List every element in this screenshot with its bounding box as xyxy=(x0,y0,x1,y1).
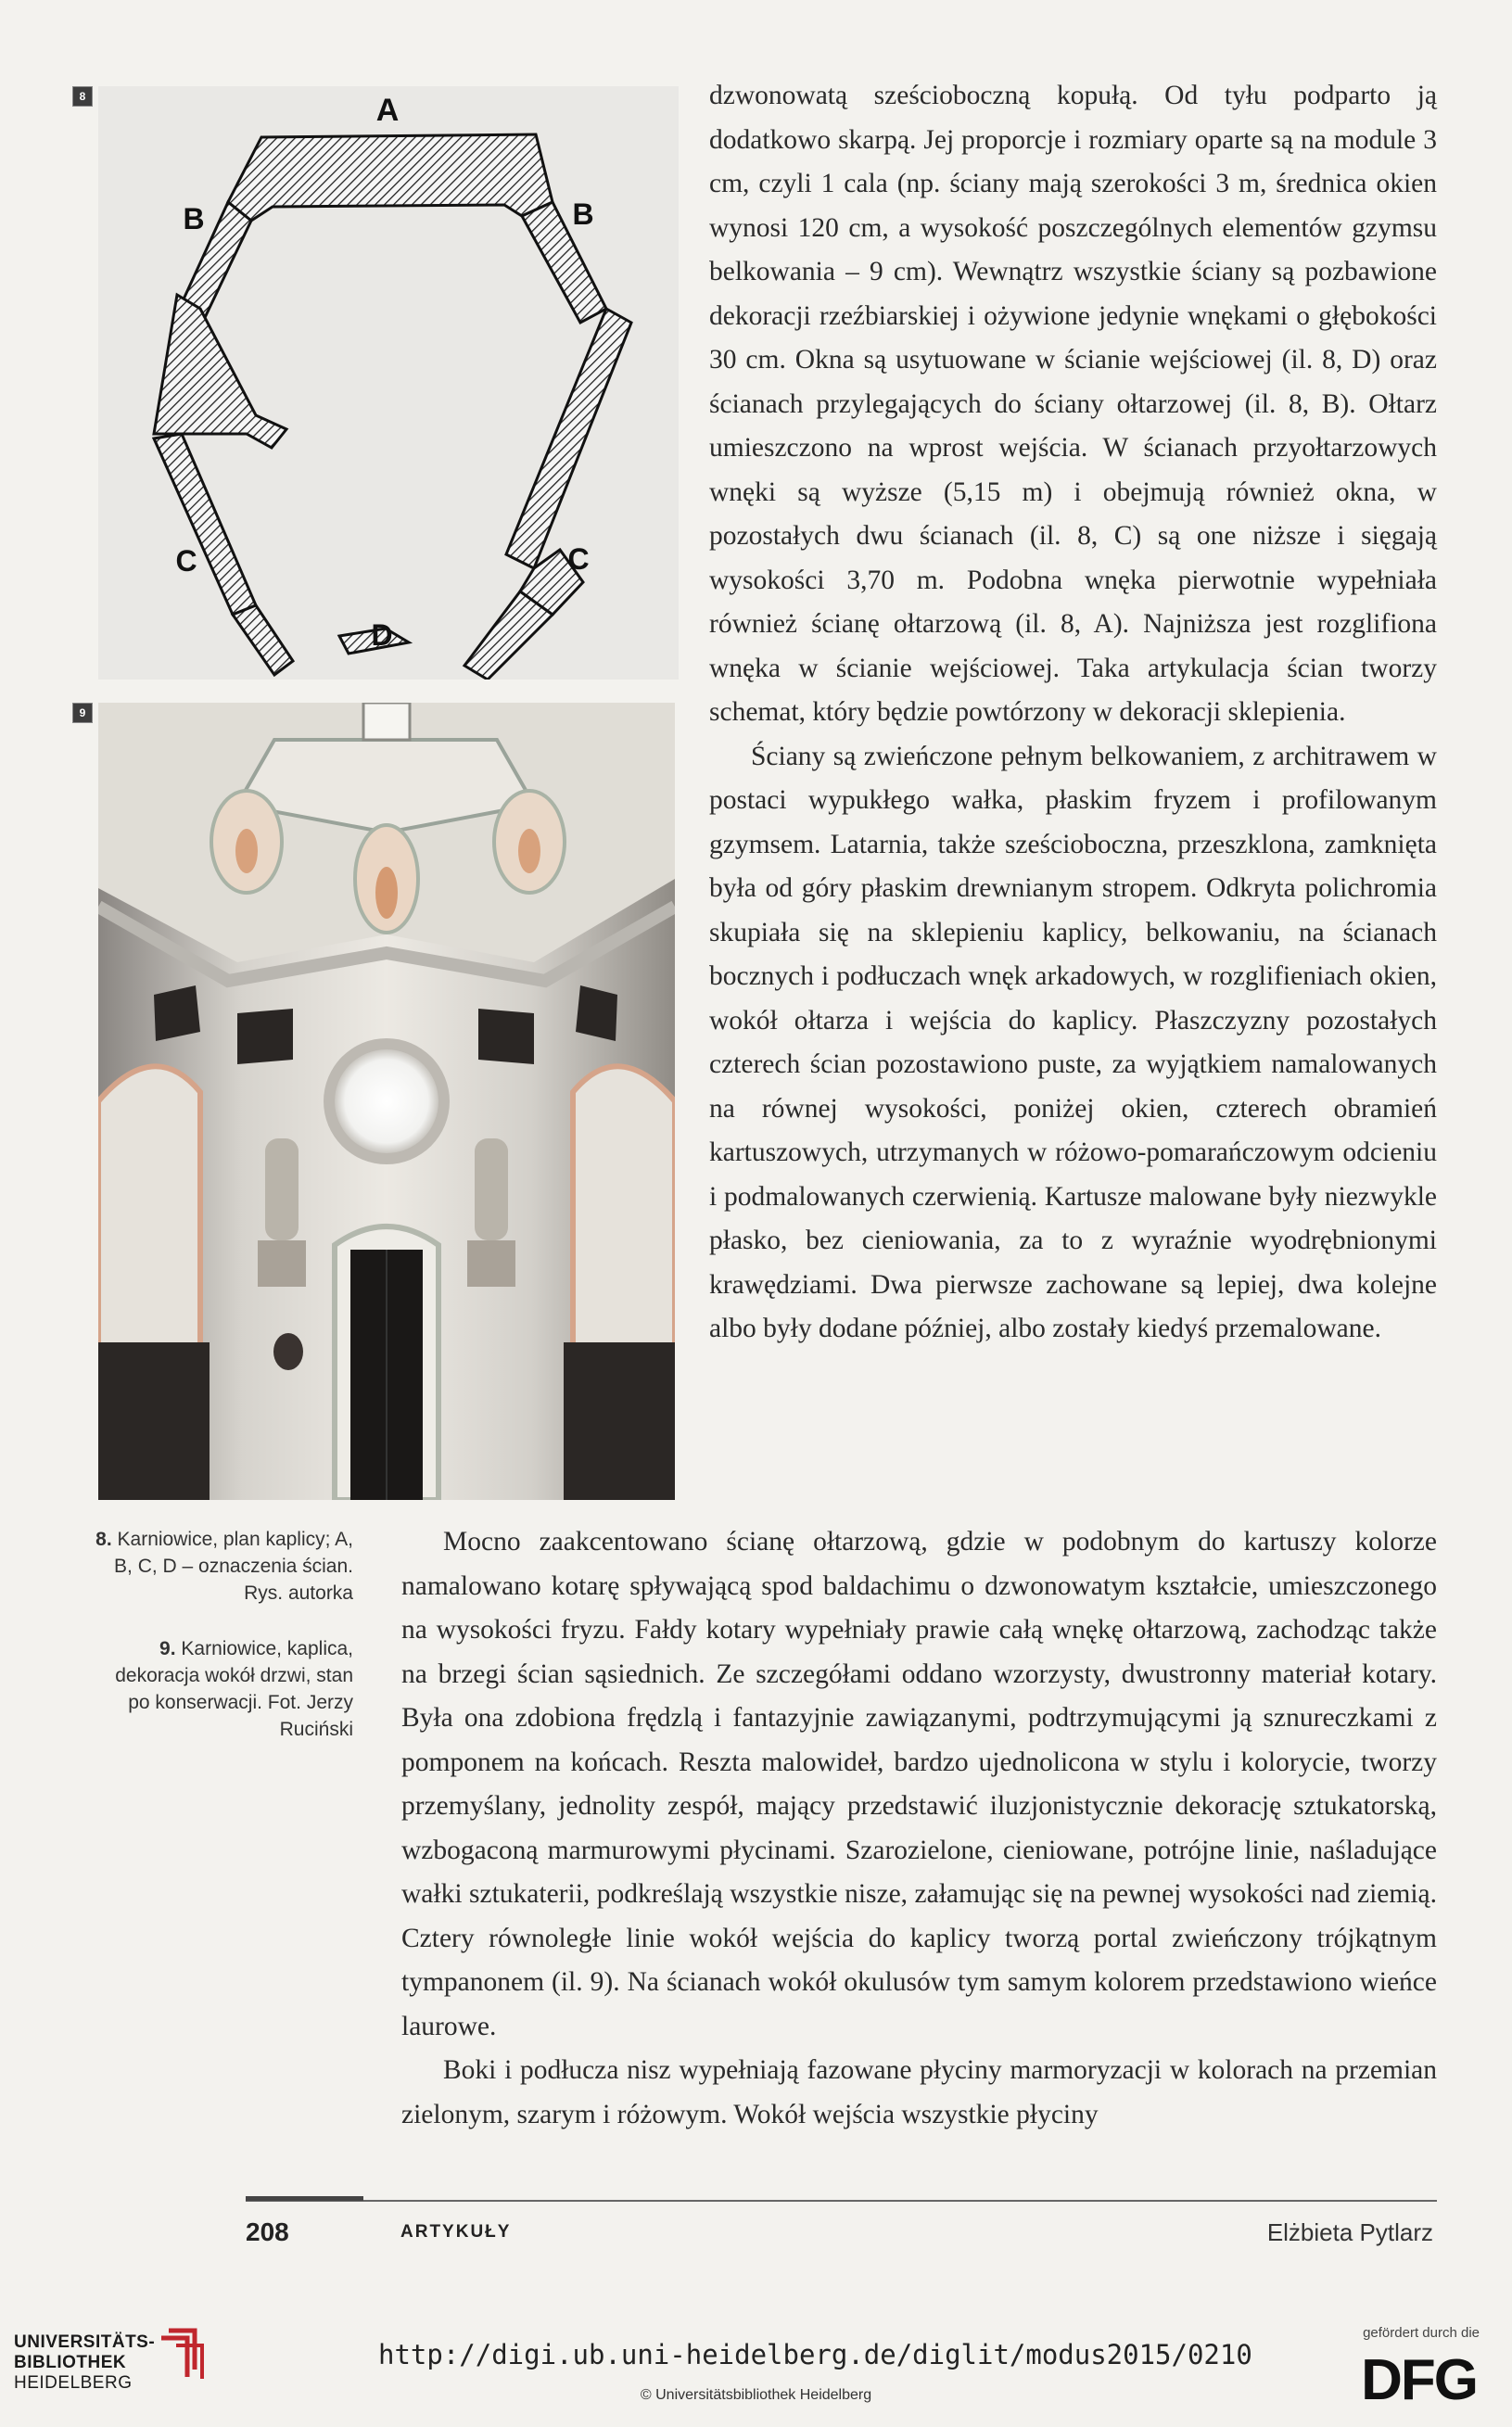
paragraph: Ściany są zwieńczone pełnym belkowaniem, z architrawem w postaci wypukłego wałka, płaskim fryzem i profilowanym gzymsem. Latarnia, także sześcioboczna, przeszklona, zamknięta była od góry płaskim drewnianym stropem. Odkryta polichromia skupiała się na sklepieniu kaplicy, belkowaniu, na ścianach bocznych i podłuczach wnęk arkadowych, w rozglifieniach okien, wokół ołtarza i wejścia do kaplicy. Płaszczyzny pozostałych czterech ścian pozostawiono puste, za wyjątkiem namalowanych na równej wysokości, poniżej okien, czterech obramień kartuszowych, utrzymanych w różowo-pomarańczowym odcieniu i podmalowanych czerwienią. Kartusze malowane były niezwykle płasko, bez cieniowania, za to z wyraźnie wyodrębnionymi krawędziami. Dwa pierwsze zachowane są lepiej, dwa kolejne albo były dodane później, albo zostały kiedyś przemalowane. xyxy=(709,741,1437,1343)
page-number: 208 xyxy=(246,2217,289,2246)
plan-label-b-right: B xyxy=(572,197,594,231)
chapel-interior-photo xyxy=(98,703,675,1500)
paragraph: Boki i podłucza nisz wypełniają fazowane płyciny marmoryzacji w kolorach na przemian zielonym, szarym i różowym. Wokół wejścia wszystkie płyciny xyxy=(401,2055,1437,2129)
author-name: Elżbieta Pytlarz xyxy=(1266,2218,1433,2246)
plan-label-d: D xyxy=(371,618,393,652)
body-text-full xyxy=(401,1520,1437,2137)
paragraph: Mocno zaakcentowano ścianę ołtarzową, gdzie w podobnym do kartuszy kolorze namalowano kotarę spływającą spod baldachimu o dzwonowatym kształcie, umieszczonego na wysokości fryzu. Fałdy kotary wypełniały prawie całą wnękę ołtarzową, zachodząc także na brzegi ścian sąsiednich. Ze szczegółami oddano wzorzysty, dwustronny materiał kotary. Była ona zdobiona frędzlą i fantazyjnie zawiązanymi, podtrzymującymi ją sznureczkami z pomponem na końcach. Reszta malowideł, bardzo ujednolicona w stylu i kolorycie, tworzy przemyślany, jednolity zespół, mający przedstawić iluzjonistycznie dekorację sztukatorską, wzbogaconą marmurowymi płycinami. Szarozielone, cieniowane, potrójne linie, naśladujące wałki sztukaterii, podkreślają wszystkie nisze, załamując się na pewnej wysokości nad ziemią. Cztery równoległe linie wokół wejścia do kaplicy tworzą portal zwieńczony trójkątnym tympanonem (il. 9). Na ścianach wokół okulusów tym samym kolorem przedstawiono wieńce laurowe. xyxy=(401,1527,1437,2041)
caption-8: 8. Karniowice, plan kaplicy; A, B, C, D – oznaczenia ścian. Rys. autorka xyxy=(95,1529,353,1604)
figure-8-badge: 8 xyxy=(72,86,93,107)
sponsor-tagline: gefördert durch die xyxy=(1363,2325,1480,2341)
figure-captions xyxy=(94,1526,353,1772)
plan-label-c-left: C xyxy=(175,544,197,578)
library-name: UNIVERSITÄTS- BIBLIOTHEK HEIDELBERG xyxy=(14,2332,156,2393)
caption-9: 9. Karniowice, kaplica, dekoracja wokół drzwi, stan po konserwacji. Fot. Jerzy Ruciński xyxy=(115,1638,353,1740)
plan-label-c-right: C xyxy=(567,542,590,576)
paragraph: dzwonowatą sześcioboczną kopułą. Od tyłu podparto ją dodatkowo skarpą. Jej proporcje i rozmiary oparte są na module 3 cm, czyli 1 cala (np. ściany mają szerokości 3 m, średnica okien wynosi 120 cm, a wysokość poszczególnych elementów gzymsu belkowania – 9 cm). Wewnątrz wszystkie ściany są pozbawione dekoracji rzeźbiarskiej i ożywione jedynie wnękami o głębokości 30 cm. Okna są usytuowane w ścianie wejściowej (il. 8, D) oraz ścianach przylegających do ściany ołtarzowej (il. 8, B). Ołtarz umieszczono na wprost wejścia. W ścianach przyołtarzowych wnęki są wyższe (5,15 m) i obejmują również okna, w pozostałych dwu ścianach (il. 8, C) są one niższe i sięgają wysokości 3,70 m. Podobna wnęka pierwotnie wypełniała również ścianę ołtarzową (il. 8, A). Najniższa jest rozglifiona wnęka w ścianie wejściowej. Taka artykulacja ścian tworzy schemat, który będzie powtórzony w dekoracji sklepienia. xyxy=(709,81,1437,727)
plan-label-a: A xyxy=(375,93,400,128)
footer-rule-accent xyxy=(246,2196,363,2201)
footer-rule xyxy=(246,2200,1437,2202)
copyright-notice: © Universitätsbibliothek Heidelberg xyxy=(640,2387,872,2403)
chapel-floor-plan xyxy=(98,86,679,680)
source-url-link[interactable]: http://digi.ub.uni-heidelberg.de/diglit/modus2015/0210 xyxy=(378,2339,1252,2370)
dfg-logo: DFG xyxy=(1361,2348,1477,2412)
figure-9-badge: 9 xyxy=(72,703,93,723)
body-text-column xyxy=(709,74,1437,1352)
library-logo-icon xyxy=(158,2325,211,2385)
plan-label-b-left: B xyxy=(183,202,205,235)
section-title: ARTYKUŁY xyxy=(400,2222,512,2242)
